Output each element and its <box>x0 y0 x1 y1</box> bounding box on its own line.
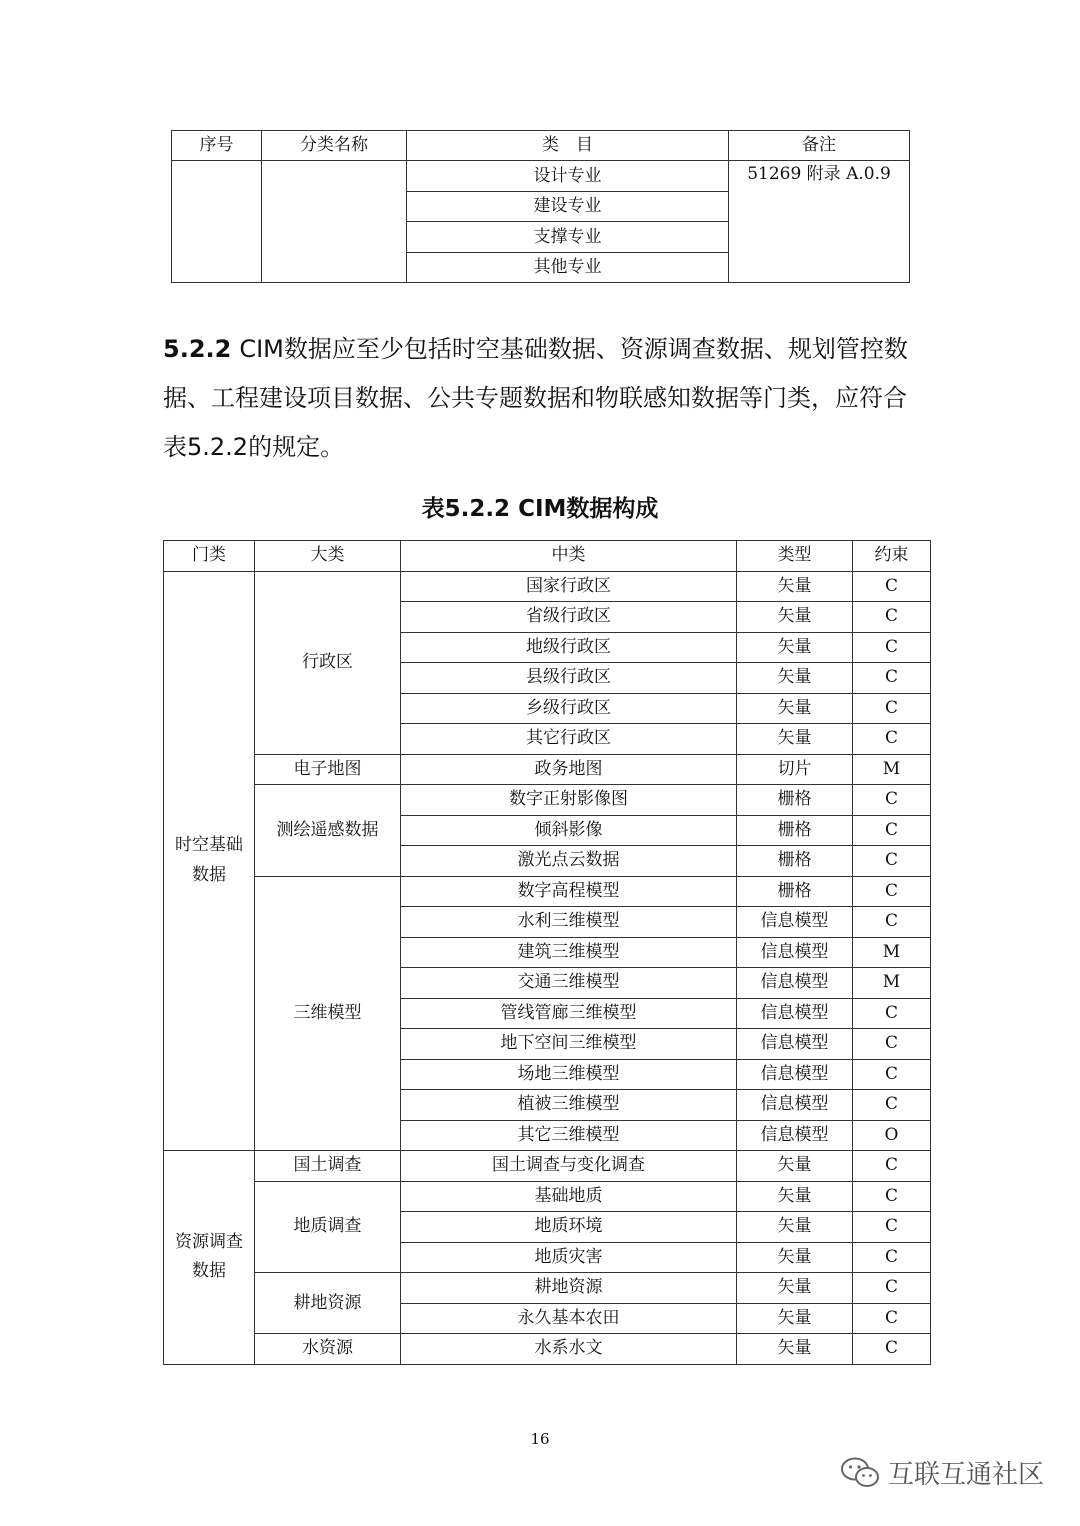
type-cell: 栅格 <box>737 846 853 877</box>
constraint-cell: C <box>853 1059 931 1090</box>
middle-class-cell: 地下空间三维模型 <box>401 1029 737 1060</box>
clause-text: CIM数据应至少包括时空基础数据、资源调查数据、规划管控数据、工程建设项目数据、公共专题数据和物联感知数据等门类，应符合表5.2.2的规定。 <box>163 335 908 461</box>
constraint-cell: C <box>853 693 931 724</box>
header-cell: 分类名称 <box>262 131 407 161</box>
type-cell: 矢量 <box>737 571 853 602</box>
middle-class-cell: 国家行政区 <box>401 571 737 602</box>
middle-class-cell: 水系水文 <box>401 1334 737 1365</box>
constraint-cell: C <box>853 846 931 877</box>
constraint-cell: C <box>853 1029 931 1060</box>
main-table-header <box>164 541 931 572</box>
constraint-cell: C <box>853 1242 931 1273</box>
constraint-cell: C <box>853 724 931 755</box>
constraint-cell: C <box>853 1212 931 1243</box>
page-number: 16 <box>530 1430 550 1448</box>
table-row <box>164 1273 931 1304</box>
constraint-cell: M <box>853 754 931 785</box>
header-cell: 大类 <box>255 541 401 572</box>
middle-class-cell: 国土调查与变化调查 <box>401 1151 737 1182</box>
middle-class-cell: 其它行政区 <box>401 724 737 755</box>
empty-cell <box>262 161 407 283</box>
type-cell: 矢量 <box>737 1242 853 1273</box>
main-table-body <box>164 571 931 1364</box>
type-cell: 栅格 <box>737 876 853 907</box>
major-class-cell: 耕地资源 <box>255 1273 401 1334</box>
type-cell: 信息模型 <box>737 1059 853 1090</box>
type-cell: 矢量 <box>737 1273 853 1304</box>
header-cell: 类型 <box>737 541 853 572</box>
category-group-cell: 时空基础 数据 <box>164 571 255 1151</box>
middle-class-cell: 倾斜影像 <box>401 815 737 846</box>
middle-class-cell: 地级行政区 <box>401 632 737 663</box>
empty-cell <box>172 161 262 283</box>
middle-class-cell: 地质灾害 <box>401 1242 737 1273</box>
constraint-cell: M <box>853 968 931 999</box>
middle-class-cell: 地质环境 <box>401 1212 737 1243</box>
middle-class-cell: 数字高程模型 <box>401 876 737 907</box>
constraint-cell: C <box>853 571 931 602</box>
major-class-cell: 测绘遥感数据 <box>255 785 401 877</box>
major-class-cell: 电子地图 <box>255 754 401 785</box>
type-cell: 矢量 <box>737 602 853 633</box>
top-table-header <box>172 131 910 161</box>
table-caption: 表5.2.2 CIM数据构成 <box>421 496 659 522</box>
type-cell: 矢量 <box>737 663 853 694</box>
header-cell: 类 目 <box>407 131 729 161</box>
remark-cell: 51269 附录 A.0.9 <box>729 161 910 283</box>
type-cell: 切片 <box>737 754 853 785</box>
table-row <box>164 876 931 907</box>
type-cell: 信息模型 <box>737 907 853 938</box>
table-row <box>164 571 931 602</box>
watermark-text: 互联互通社区 <box>887 1460 1044 1490</box>
constraint-cell: C <box>853 663 931 694</box>
category-cell: 支撑专业 <box>407 222 729 252</box>
type-cell: 矢量 <box>737 1334 853 1365</box>
middle-class-cell: 场地三维模型 <box>401 1059 737 1090</box>
major-class-cell: 地质调查 <box>255 1181 401 1273</box>
type-cell: 矢量 <box>737 1212 853 1243</box>
type-cell: 矢量 <box>737 724 853 755</box>
middle-class-cell: 耕地资源 <box>401 1273 737 1304</box>
table-row <box>164 785 931 816</box>
middle-class-cell: 管线管廊三维模型 <box>401 998 737 1029</box>
table-row <box>164 1334 931 1365</box>
constraint-cell: C <box>853 1334 931 1365</box>
type-cell: 信息模型 <box>737 998 853 1029</box>
cim-data-table <box>163 540 931 1365</box>
type-cell: 信息模型 <box>737 968 853 999</box>
middle-class-cell: 县级行政区 <box>401 663 737 694</box>
middle-class-cell: 激光点云数据 <box>401 846 737 877</box>
constraint-cell: C <box>853 876 931 907</box>
clause-paragraph <box>163 325 923 472</box>
middle-class-cell: 水利三维模型 <box>401 907 737 938</box>
constraint-cell: C <box>853 1273 931 1304</box>
constraint-cell: C <box>853 1090 931 1121</box>
middle-class-cell: 建筑三维模型 <box>401 937 737 968</box>
type-cell: 矢量 <box>737 632 853 663</box>
header-cell: 备注 <box>729 131 910 161</box>
constraint-cell: O <box>853 1120 931 1151</box>
middle-class-cell: 乡级行政区 <box>401 693 737 724</box>
type-cell: 栅格 <box>737 785 853 816</box>
constraint-cell: C <box>853 907 931 938</box>
type-cell: 矢量 <box>737 1181 853 1212</box>
category-group-cell: 资源调查 数据 <box>164 1151 255 1365</box>
type-cell: 矢量 <box>737 693 853 724</box>
header-cell: 门类 <box>164 541 255 572</box>
middle-class-cell: 交通三维模型 <box>401 968 737 999</box>
type-cell: 栅格 <box>737 815 853 846</box>
table-row <box>164 1181 931 1212</box>
table-row <box>172 161 910 191</box>
middle-class-cell: 植被三维模型 <box>401 1090 737 1121</box>
major-class-cell: 国土调查 <box>255 1151 401 1182</box>
middle-class-cell: 数字正射影像图 <box>401 785 737 816</box>
major-class-cell: 行政区 <box>255 571 401 754</box>
header-cell: 约束 <box>853 541 931 572</box>
category-cell: 建设专业 <box>407 191 729 221</box>
type-cell: 信息模型 <box>737 1029 853 1060</box>
constraint-cell: C <box>853 785 931 816</box>
middle-class-cell: 省级行政区 <box>401 602 737 633</box>
constraint-cell: C <box>853 632 931 663</box>
table-row <box>164 754 931 785</box>
middle-class-cell: 政务地图 <box>401 754 737 785</box>
constraint-cell: M <box>853 937 931 968</box>
middle-class-cell: 永久基本农田 <box>401 1303 737 1334</box>
constraint-cell: C <box>853 815 931 846</box>
constraint-cell: C <box>853 1181 931 1212</box>
top-table <box>171 130 910 283</box>
category-cell: 设计专业 <box>407 161 729 191</box>
type-cell: 信息模型 <box>737 1120 853 1151</box>
constraint-cell: C <box>853 1151 931 1182</box>
table-row <box>164 1151 931 1182</box>
type-cell: 矢量 <box>737 1151 853 1182</box>
watermark <box>840 1454 1044 1491</box>
category-cell: 其他专业 <box>407 252 729 282</box>
constraint-cell: C <box>853 1303 931 1334</box>
major-class-cell: 三维模型 <box>255 876 401 1151</box>
wechat-icon <box>840 1456 880 1490</box>
type-cell: 信息模型 <box>737 937 853 968</box>
middle-class-cell: 其它三维模型 <box>401 1120 737 1151</box>
constraint-cell: C <box>853 602 931 633</box>
major-class-cell: 水资源 <box>255 1334 401 1365</box>
constraint-cell: C <box>853 998 931 1029</box>
type-cell: 矢量 <box>737 1303 853 1334</box>
header-cell: 中类 <box>401 541 737 572</box>
middle-class-cell: 基础地质 <box>401 1181 737 1212</box>
clause-number: 5.2.2 <box>163 335 232 363</box>
type-cell: 信息模型 <box>737 1090 853 1121</box>
header-cell: 序号 <box>172 131 262 161</box>
